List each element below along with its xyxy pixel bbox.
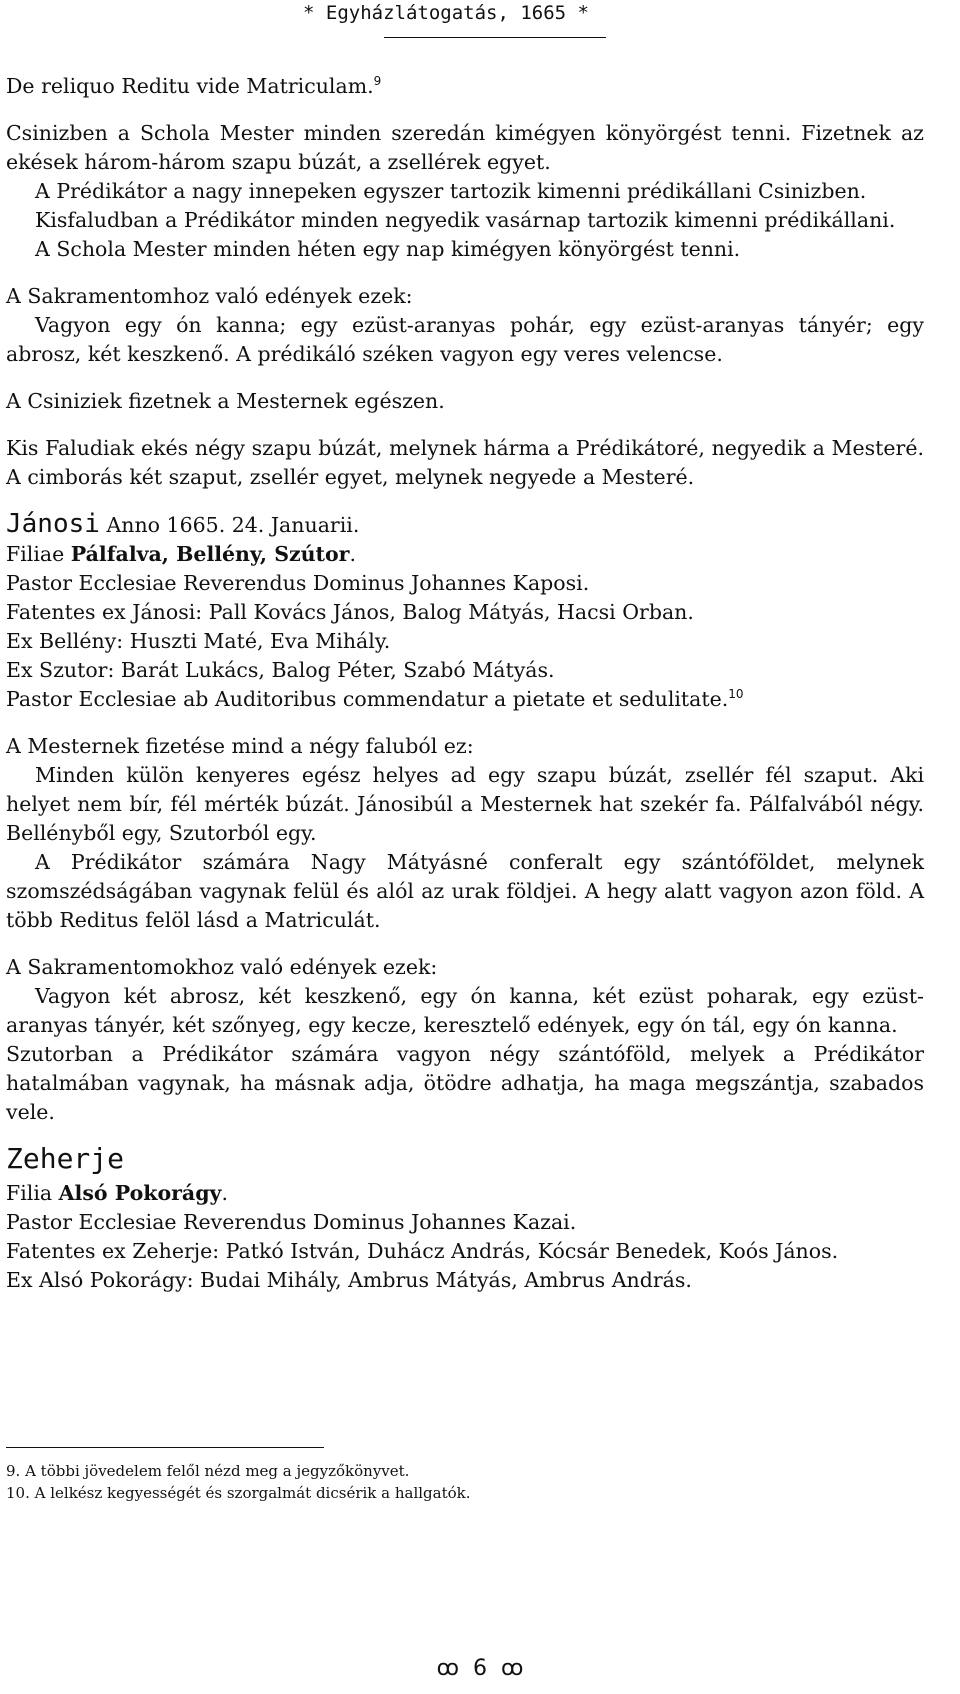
sakramentom-body-2: Vagyon két abrosz, két keszkenő, egy ón kanna, két ezüst poharak, egy ezüst-aranyas tányér, két szőnyeg, egy kecze, keresztelő edények, egy ón tál, egy ón kanna.: [6, 984, 924, 1037]
paragraph-csiniz-2: A Prédikátor a nagy innepeken egyszer tartozik kimenni prédikállani Csinizben.: [35, 179, 867, 203]
page-body: [6, 72, 924, 1295]
filia-label: Filia: [6, 1181, 53, 1205]
paragraph-reditus: [6, 72, 924, 101]
footnote-10: 10. A lelkész kegyességét és szorgalmát dicsérik a hallgatók.: [6, 1484, 471, 1502]
janosi-date: Anno 1665. 24. Januarii.: [106, 513, 360, 537]
fatentes-line-1: Fatentes ex Jánosi: Pall Kovács János, Balog Mátyás, Hacsi Orban.: [6, 600, 694, 624]
paragraph-csiniz-1: Csinizben a Schola Mester minden szeredán kimégyen könyörgést tenni. Fizetnek az ekések három-három szapu búzát, a zsellérek egyet.: [6, 121, 924, 174]
ex-szutor-line: Ex Szutor: Barát Lukács, Balog Péter, Szabó Mátyás.: [6, 658, 555, 682]
csiniz-fizetes: A Csiniziek fizetnek a Mesternek egészen.: [6, 389, 445, 413]
header-rule: [384, 37, 606, 38]
filiae-line: Filiae Pálfalva, Bellény, Szútor.: [6, 542, 357, 566]
footnote-ref-10: 10: [728, 687, 744, 702]
kisfalud-paragraph: Kis Faludiak ekés négy szapu búzát, melynek hárma a Prédikátoré, negyedik a Mesteré. A cimborás két szaput, zsellér egyet, melynek negyede a Mesteré.: [6, 436, 924, 489]
pastor-line-1: Pastor Ecclesiae Reverendus Dominus Johannes Kaposi.: [6, 571, 590, 595]
place-name-janosi: Jánosi: [6, 509, 100, 539]
filiae-names: Pálfalva, Bellény, Szútor: [70, 542, 350, 566]
commendatur-line: [6, 685, 924, 714]
janosi-heading: [6, 510, 924, 540]
place-name-zeherje: Zeherje: [6, 1142, 125, 1175]
page-footer: [0, 1656, 960, 1681]
mester-body: Minden külön kenyeres egész helyes ad egy szapu búzát, zsellér fél szaput. Aki helyet nem bír, fél mérték búzát. Jánosibúl a Mesternek hat szekér fa. Pálfalvából négy. Bellényből egy, Szutorból egy.: [6, 763, 924, 845]
footnote-9: 9. A többi jövedelem felől nézd meg a jegyzőkönyvet.: [6, 1462, 410, 1480]
commendatur-text: Pastor Ecclesiae ab Auditoribus commendatur a pietate et sedulitate.: [6, 687, 729, 711]
predikator-body: A Prédikátor számára Nagy Mátyásné conferalt egy szántóföldet, melynek szomszédságában vagynak felül és alól az urak földjei. A hegy alatt vagyon azon föld. A több Reditus felöl lásd a Matriculát.: [6, 850, 924, 932]
filia-name: Alsó Pokorágy: [58, 1181, 222, 1205]
sakramentom-heading-2: A Sakramentomokhoz való edények ezek:: [6, 955, 438, 979]
ex-also-pokoragy-line: Ex Alsó Pokorágy: Budai Mihály, Ambrus Mátyás, Ambrus András.: [6, 1268, 692, 1292]
sakramentom-body-1: Vagyon egy ón kanna; egy ezüst-aranyas pohár, egy ezüst-aranyas tányér; egy abrosz, két keszkenő. A prédikáló széken vagyon egy veres velencse.: [6, 313, 924, 366]
running-header: * Egyházlátogatás, 1665 *: [303, 2, 589, 24]
paragraph-csiniz-4: A Schola Mester minden héten egy nap kimégyen könyörgést tenni.: [35, 237, 741, 261]
footnotes: [6, 1460, 906, 1504]
paragraph-csiniz-3: Kisfaludban a Prédikátor minden negyedik vasárnap tartozik kimenni prédikállani.: [35, 208, 896, 232]
sakramentom-heading-1: A Sakramentomhoz való edények ezek:: [6, 284, 413, 308]
filia-line: Filia Alsó Pokorágy.: [6, 1181, 228, 1205]
mester-heading: A Mesternek fizetése mind a négy faluból ez:: [6, 734, 474, 758]
filiae-label: Filiae: [6, 542, 65, 566]
szutor-paragraph: Szutorban a Prédikátor számára vagyon négy szántóföld, melyek a Prédikátor hatalmában vagynak, ha másnak adja, ötödre adhatja, ha maga megszántja, szabados vele.: [6, 1042, 924, 1124]
pastor-line-2: Pastor Ecclesiae Reverendus Dominus Johannes Kazai.: [6, 1210, 577, 1234]
footnote-ref-9: 9: [373, 74, 382, 89]
reditus-text: De reliquo Reditu vide Matriculam.: [6, 74, 374, 98]
ornament-right-icon: ꝏ: [501, 1656, 524, 1681]
fatentes-line-2: Fatentes ex Zeherje: Patkó István, Duhácz András, Kócsár Benedek, Koós János.: [6, 1239, 839, 1263]
footnote-rule: [6, 1447, 324, 1448]
ornament-left-icon: ꝏ: [436, 1656, 459, 1681]
ex-belleny-line: Ex Bellény: Huszti Maté, Eva Mihály.: [6, 629, 391, 653]
page-number: 6: [473, 1656, 487, 1681]
